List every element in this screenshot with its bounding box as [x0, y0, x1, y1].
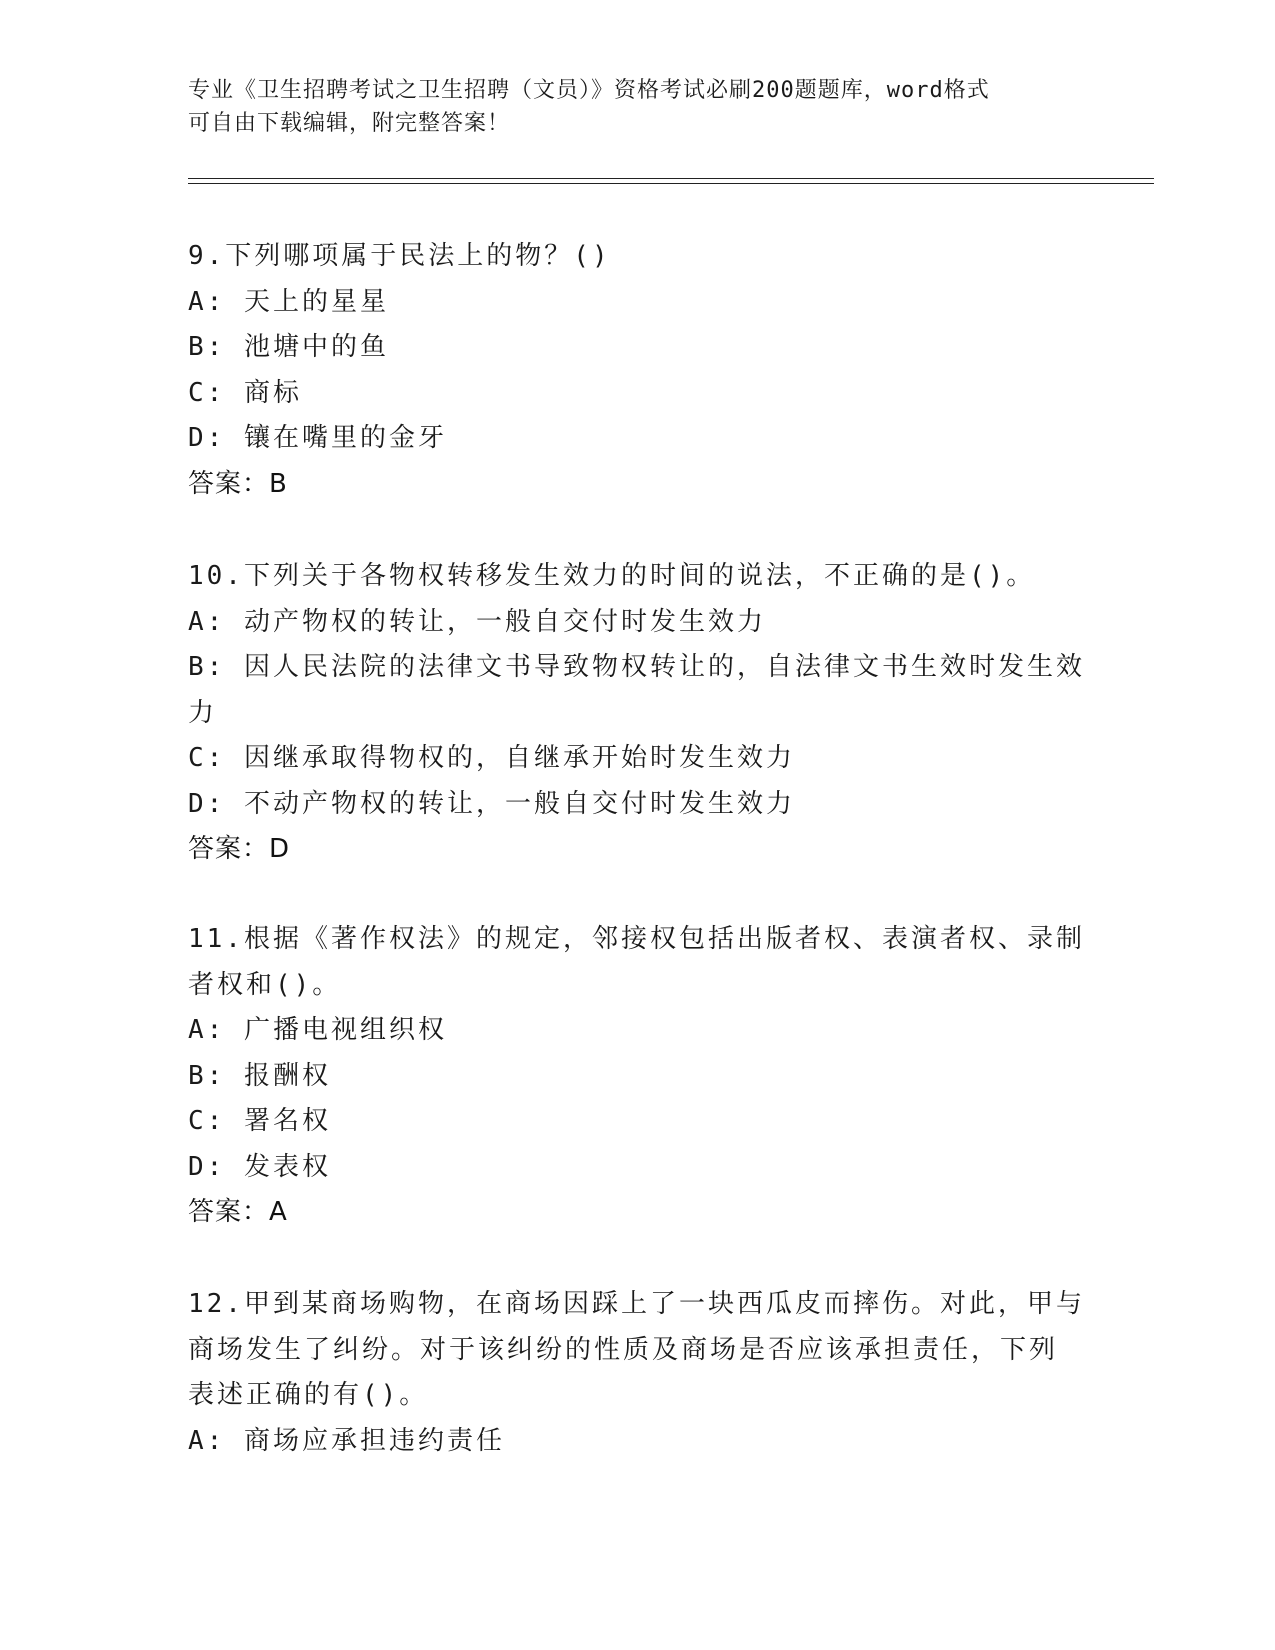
option-d: D: 不动产物权的转让，一般自交付时发生效力: [188, 788, 795, 819]
option-a: A: 广播电视组织权: [188, 1015, 447, 1045]
option-b: B: 池塘中的鱼: [188, 332, 389, 362]
option-a: A: 动产物权的转让，一般自交付时发生效力: [188, 606, 766, 637]
option-b: B: 报酬权: [188, 1060, 331, 1091]
document-header: [188, 74, 1068, 140]
option-c: C: 商标: [188, 377, 302, 408]
option-d: D: 发表权: [188, 1151, 331, 1182]
header-divider-bottom: [188, 183, 1154, 184]
option-d: D: 镶在嘴里的金牙: [188, 423, 447, 453]
option-a: A: 商场应承担违约责任: [188, 1425, 505, 1456]
question-stem-continued: 者权和()。: [188, 969, 342, 1000]
question-10: [188, 554, 1085, 873]
question-12: [188, 1282, 1085, 1464]
option-c: C: 署名权: [188, 1106, 331, 1136]
option-c: C: 因继承取得物权的，自继承开始时发生效力: [188, 743, 795, 773]
question-11: [188, 917, 1085, 1236]
question-stem-continued: 表述正确的有()。: [188, 1380, 429, 1410]
option-b-continued: 力: [188, 697, 218, 728]
header-line-2: 可自由下载编辑，附完整答案！: [188, 111, 511, 136]
answer-line: 答案：B: [188, 468, 288, 499]
option-b: B: 因人民法院的法律文书导致物权转让的，自法律文书生效时发生效: [188, 652, 1085, 682]
question-stem: 12.甲到某商场购物，在商场因踩上了一块西瓜皮而摔伤。对此，甲与: [188, 1289, 1085, 1319]
question-9: [188, 234, 1068, 507]
header-line-1: 专业《卫生招聘考试之卫生招聘（文员）》资格考试必刷200题题库，word格式: [188, 78, 990, 103]
header-divider-top: [188, 178, 1154, 179]
question-stem: 10.下列关于各物权转移发生效力的时间的说法，不正确的是()。: [188, 561, 1036, 591]
question-stem-continued: 商场发生了纠纷。对于该纠纷的性质及商场是否应该承担责任，下列: [188, 1334, 1059, 1365]
option-a: A: 天上的星星: [188, 286, 389, 317]
answer-line: 答案：D: [188, 834, 291, 864]
question-stem: 9.下列哪项属于民法上的物？(): [188, 241, 611, 271]
question-stem: 11.根据《著作权法》的规定，邻接权包括出版者权、表演者权、录制: [188, 924, 1085, 954]
answer-line: 答案：A: [188, 1197, 288, 1227]
